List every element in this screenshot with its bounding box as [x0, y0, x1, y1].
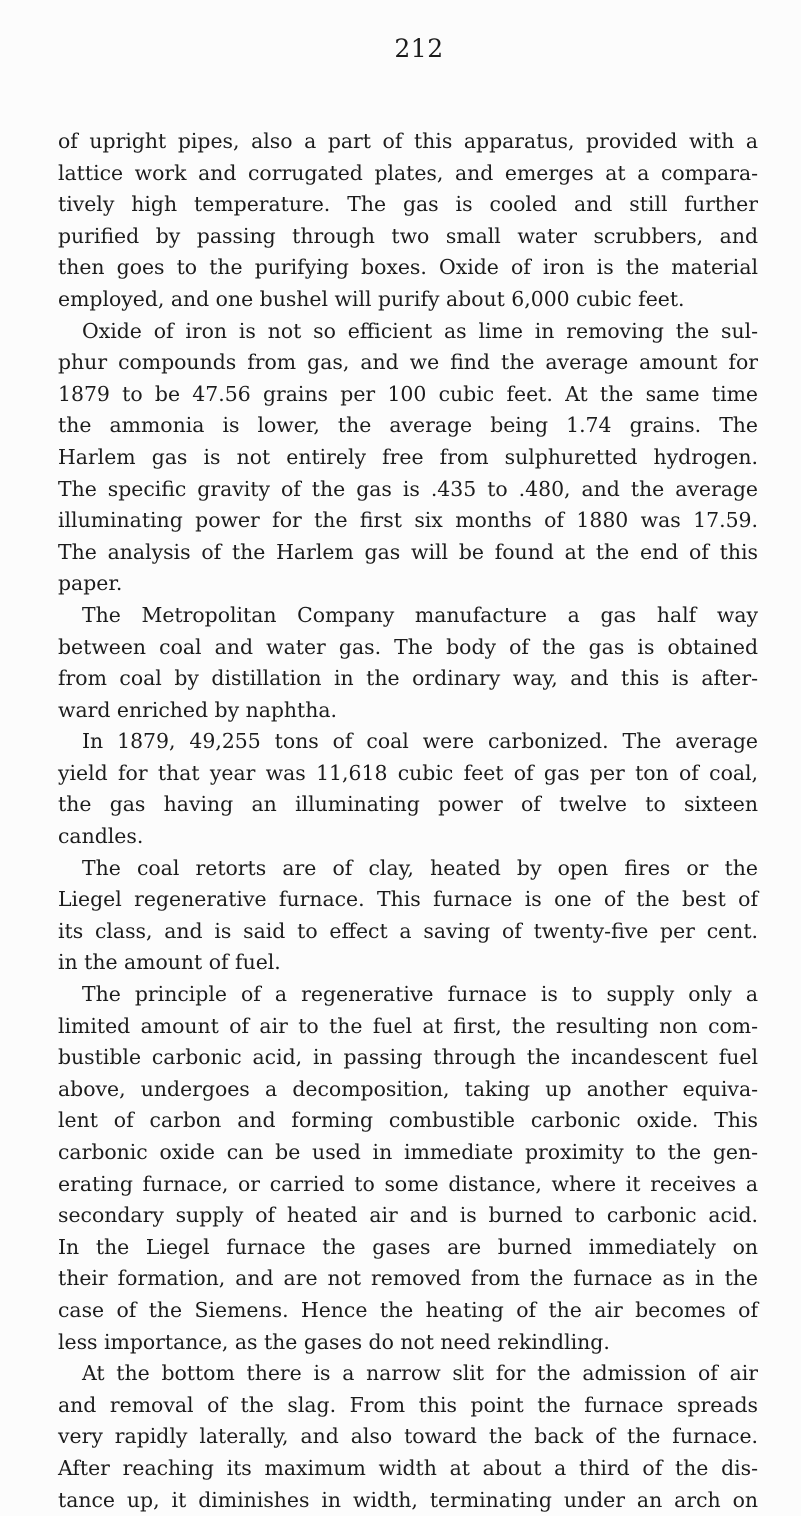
paragraph — [58, 726, 758, 852]
text-line: In 1879, 49,255 tons of coal were carbonized. The average — [82, 729, 758, 754]
text-line: The specific gravity of the gas is .435 to .480, and the average — [58, 476, 758, 501]
page-number: 212 — [394, 34, 444, 63]
body-text — [58, 126, 758, 1516]
paragraph — [58, 1358, 758, 1516]
text-line: paper. — [58, 571, 123, 596]
text-line: ward enriched by naphtha. — [58, 697, 338, 722]
paragraph — [58, 600, 758, 726]
book-page — [58, 34, 758, 1516]
text-line: and removal of the slag. From this point the furnace spreads — [58, 1392, 758, 1417]
text-line: its class, and is said to effect a saving of twenty-five per cent. — [58, 918, 758, 943]
paragraph — [58, 979, 758, 1358]
text-line: yield for that year was 11,618 cubic feet of gas per ton of coal, — [58, 760, 758, 785]
text-line: between coal and water gas. The body of the gas is obtained — [58, 634, 758, 659]
text-line: in the amount of fuel. — [58, 950, 281, 975]
text-line: purified by passing through two small water scrubbers, and — [58, 223, 758, 248]
text-line: above, undergoes a decomposition, taking up another equiva- — [58, 1076, 758, 1101]
text-line: The Metropolitan Company manufacture a gas half way — [82, 602, 758, 627]
text-line: limited amount of air to the fuel at first, the resulting non com- — [58, 1013, 758, 1038]
text-line: tively high temperature. The gas is cooled and still further — [58, 192, 758, 217]
text-line: of upright pipes, also a part of this apparatus, provided with a — [58, 129, 758, 153]
text-line: illuminating power for the first six months of 1880 was 17.59. — [58, 508, 758, 533]
text-line: candles. — [58, 824, 144, 849]
paragraph — [58, 126, 758, 316]
text-line: 1879 to be 47.56 grains per 100 cubic feet. At the same time — [58, 381, 758, 406]
text-line: lattice work and corrugated plates, and emerges at a compara- — [58, 160, 758, 185]
text-line: Harlem gas is not entirely free from sulphuretted hydrogen. — [58, 444, 758, 469]
text-line: The principle of a regenerative furnace is to supply only a — [82, 982, 758, 1007]
text-line: bustible carbonic acid, in passing through the incandescent fuel — [58, 1045, 758, 1070]
text-line: The analysis of the Harlem gas will be found at the end of this — [58, 539, 758, 564]
text-line: carbonic oxide can be used in immediate proximity to the gen- — [58, 1140, 758, 1164]
text-line: the gas having an illuminating power of twelve to sixteen — [58, 792, 758, 817]
text-line: phur compounds from gas, and we find the average amount for — [58, 350, 758, 375]
text-line: erating furnace, or carried to some distance, where it receives a — [58, 1171, 758, 1196]
text-line: their formation, and are not removed from the furnace as in the — [58, 1266, 758, 1291]
text-line: employed, and one bushel will purify about 6,000 cubic feet. — [58, 286, 685, 311]
text-line: Liegel regenerative furnace. This furnace is one of the best of — [58, 887, 758, 912]
paragraph — [58, 853, 758, 979]
text-line: case of the Siemens. Hence the heating of the air becomes of — [58, 1297, 758, 1322]
text-line: lent of carbon and forming combustible carbonic oxide. This — [58, 1108, 758, 1133]
text-line: Oxide of iron is not so efficient as lime in removing the sul- — [82, 318, 758, 343]
text-line: less importance, as the gases do not need rekindling. — [58, 1329, 610, 1354]
text-line: the ammonia is lower, the average being 1.74 grains. The — [58, 413, 758, 438]
text-line: secondary supply of heated air and is burned to carbonic acid. — [58, 1203, 758, 1228]
text-line: At the bottom there is a narrow slit for the admission of air — [82, 1361, 758, 1386]
text-line: After reaching its maximum width at about a third of the dis- — [58, 1455, 758, 1480]
text-line: The coal retorts are of clay, heated by open fires or the — [82, 855, 758, 880]
text-line: from coal by distillation in the ordinary way, and this is after- — [58, 666, 758, 691]
text-line: tance up, it diminishes in width, terminating under an arch on — [58, 1487, 758, 1512]
text-line: very rapidly laterally, and also toward the back of the furnace. — [58, 1424, 758, 1449]
text-line: In the Liegel furnace the gases are burned immediately on — [58, 1234, 758, 1259]
text-line: then goes to the purifying boxes. Oxide of iron is the material — [58, 255, 758, 280]
paragraph — [58, 316, 758, 600]
